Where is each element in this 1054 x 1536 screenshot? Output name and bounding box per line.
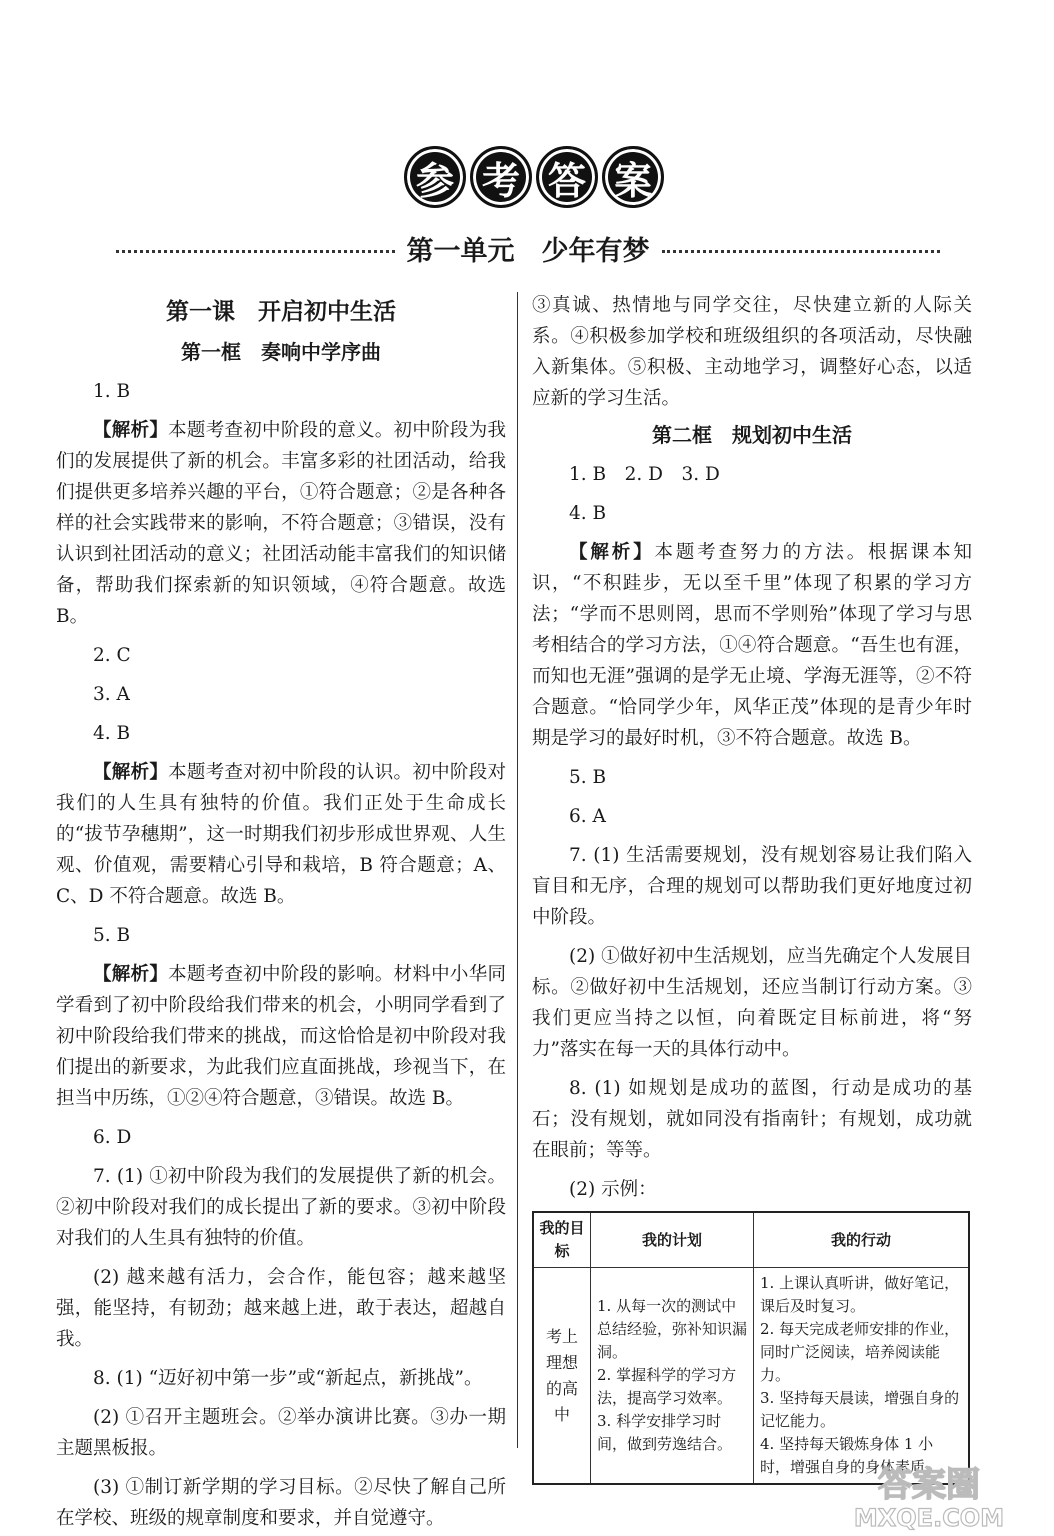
answer-paragraph: (2) ①做好初中生活规划，应当先确定个人发展目标。②做好初中生活规划，还应当制订行动方案。③我们更应当持之以恒，向着既定目标前进，将“努力”落实在每一天的具体行动中。 bbox=[532, 946, 972, 1060]
right-continued-text bbox=[532, 290, 972, 414]
answer-line: 4. B bbox=[93, 723, 131, 744]
right-column bbox=[532, 290, 972, 1485]
answer-line: 6. A bbox=[569, 806, 606, 827]
table-cell-line: 1. 从每一次的测试中总结经验，弥补知识漏洞。 bbox=[597, 1297, 748, 1361]
explanation-text: 本题考查努力的方法。根据课本知识，“不积跬步，无以至千里”体现了积累的学习方法；“学而不思则罔，思而不学则殆”体现了学习与思考相结合的学习方法，①④符合题意。“吾生也有涯，而知也无涯”强调的是学无止境、学海无涯等，②不符合题意。“恰同学少年，风华正茂”体现的是青少年时期是学习的最好时机，③不符合题意。故选 B。 bbox=[532, 542, 972, 749]
table-row bbox=[533, 1268, 969, 1485]
answer-line: 5. B bbox=[569, 767, 607, 788]
table-cell-line: 4. 坚持每天锻炼身体 1 小时，增强自身的身体素质。 bbox=[760, 1435, 941, 1476]
title-char: 案 bbox=[602, 146, 664, 208]
answer-paragraph: (2) 越来越有活力，会合作，能包容；越来越坚强，能坚持，有韧劲；越来越上进，敢于表达，超越自我。 bbox=[56, 1267, 506, 1350]
dotted-leader-left bbox=[116, 250, 395, 253]
answer-paragraph: (3) ①制订新学期的学习目标。②尽快了解自己所在学校、班级的规章制度和要求，并自觉遵守。 bbox=[56, 1477, 506, 1529]
header-plan: 我的计划 bbox=[591, 1212, 754, 1268]
watermark-text-bottom: MXQE.COM bbox=[853, 1504, 1005, 1532]
answer-paragraph: (2) 示例： bbox=[569, 1179, 657, 1200]
table-cell-line: 2. 每天完成老师安排的作业，同时广泛阅读，培养阅读能力。 bbox=[760, 1320, 960, 1384]
title-char: 答 bbox=[536, 146, 598, 208]
explanation-label: 【解析】 bbox=[93, 964, 169, 985]
action-cell bbox=[754, 1268, 970, 1485]
column-divider bbox=[517, 292, 518, 1448]
table-cell-line: 2. 掌握科学的学习方法，提高学习效率。 bbox=[597, 1366, 737, 1407]
explanation-label: 【解析】 bbox=[569, 542, 655, 563]
watermark-text-top: 答案圈 bbox=[878, 1465, 980, 1505]
answer-title-badge bbox=[404, 146, 664, 208]
plan-table-header bbox=[533, 1212, 969, 1268]
answer-paragraph: 8. (1) “迈好初中第一步”或“新起点，新挑战”。 bbox=[93, 1368, 483, 1389]
left-answer-list bbox=[56, 376, 506, 1534]
right-answer-list bbox=[532, 459, 972, 1205]
lesson-title: 第一课 开启初中生活 bbox=[166, 298, 396, 325]
answer-line: 3. A bbox=[93, 684, 130, 705]
explanation-text: 本题考查初中阶段的影响。材料中小华同学看到了初中阶段给我们带来的机会，小明同学看到了初中阶段给我们带来的挑战，而这恰恰是初中阶段对我们提出的新要求，为此我们应直面挑战，珍视当下，在担当中历练，①②④符合题意，③错误。故选 B。 bbox=[56, 964, 506, 1109]
answer-paragraph: (2) ①召开主题班会。②举办演讲比赛。③办一期主题黑板报。 bbox=[56, 1407, 506, 1459]
header-goal: 我的目标 bbox=[533, 1212, 591, 1268]
explanation-label: 【解析】 bbox=[93, 420, 169, 441]
goal-cell: 考上理想的高中 bbox=[533, 1268, 591, 1485]
plan-cell bbox=[591, 1268, 754, 1485]
table-cell-line: 1. 上课认真听讲，做好笔记，课后及时复习。 bbox=[760, 1274, 960, 1315]
answer-paragraph: 7. (1) ①初中阶段为我们的发展提供了新的机会。②初中阶段对我们的成长提出了新的要求。③初中阶段对我们的人生具有独特的价值。 bbox=[56, 1166, 506, 1249]
answer-line: 1. B bbox=[93, 381, 131, 402]
watermark-logo bbox=[824, 1458, 1034, 1532]
section-title-1: 第一框 奏响中学序曲 bbox=[181, 340, 381, 364]
answer-line: 4. B bbox=[569, 503, 607, 524]
plan-table bbox=[532, 1211, 970, 1485]
unit-heading bbox=[116, 228, 940, 268]
title-char: 考 bbox=[470, 146, 532, 208]
explanation-text: 本题考查对初中阶段的认识。初中阶段对我们的人生具有独特的价值。我们正处于生命成长的“拔节孕穗期”，这一时期我们初步形成世界观、人生观、价值观，需要精心引导和栽培，B 符合题意；A、C、D 不符合题意。故选 B。 bbox=[56, 762, 506, 907]
unit-title: 第一单元 少年有梦 bbox=[406, 235, 650, 267]
left-column bbox=[56, 290, 506, 1534]
explanation-paragraph bbox=[56, 757, 506, 912]
header-action: 我的行动 bbox=[754, 1212, 970, 1268]
answer-paragraph: 7. (1) 生活需要规划，没有规划容易让我们陷入盲目和无序，合理的规划可以帮助我们更好地度过初中阶段。 bbox=[532, 845, 972, 928]
answer-paragraph: 8. (1) 如规划是成功的蓝图，行动是成功的基石；没有规划，就如同没有指南针；有规划，成功就在眼前；等等。 bbox=[532, 1078, 972, 1161]
explanation-paragraph bbox=[56, 415, 506, 632]
title-char: 参 bbox=[404, 146, 466, 208]
answer-line: 2. C bbox=[93, 645, 131, 666]
table-cell-line: 3. 科学安排学习时间，做到劳逸结合。 bbox=[597, 1412, 733, 1453]
answer-line: 6. D bbox=[93, 1127, 132, 1148]
explanation-text: 本题考查初中阶段的意义。初中阶段为我们的发展提供了新的机会。丰富多彩的社团活动，给我们提供更多培养兴趣的平台，①符合题意；②是各种各样的社会实践带来的影响，不符合题意；③错误，没有认识到社团活动的意义；社团活动能丰富我们的知识储备，帮助我们探索新的知识领域，④符合题意。故选 B。 bbox=[56, 420, 506, 627]
dotted-leader-right bbox=[662, 250, 941, 253]
answer-line: 5. B bbox=[93, 925, 131, 946]
explanation-paragraph bbox=[56, 959, 506, 1114]
section-title-2: 第二框 规划初中生活 bbox=[652, 423, 852, 447]
explanation-label: 【解析】 bbox=[93, 762, 169, 783]
answer-paragraph: ③真诚、热情地与同学交往，尽快建立新的人际关系。④积极参加学校和班级组织的各项活动，尽快融入新集体。⑤积极、主动地学习，调整好心态，以适应新的学习生活。 bbox=[532, 295, 972, 409]
table-cell-line: 3. 坚持每天晨读，增强自身的记忆能力。 bbox=[760, 1389, 960, 1430]
explanation-paragraph bbox=[532, 537, 972, 754]
answer-line: 1. B 2. D 3. D bbox=[569, 464, 720, 485]
